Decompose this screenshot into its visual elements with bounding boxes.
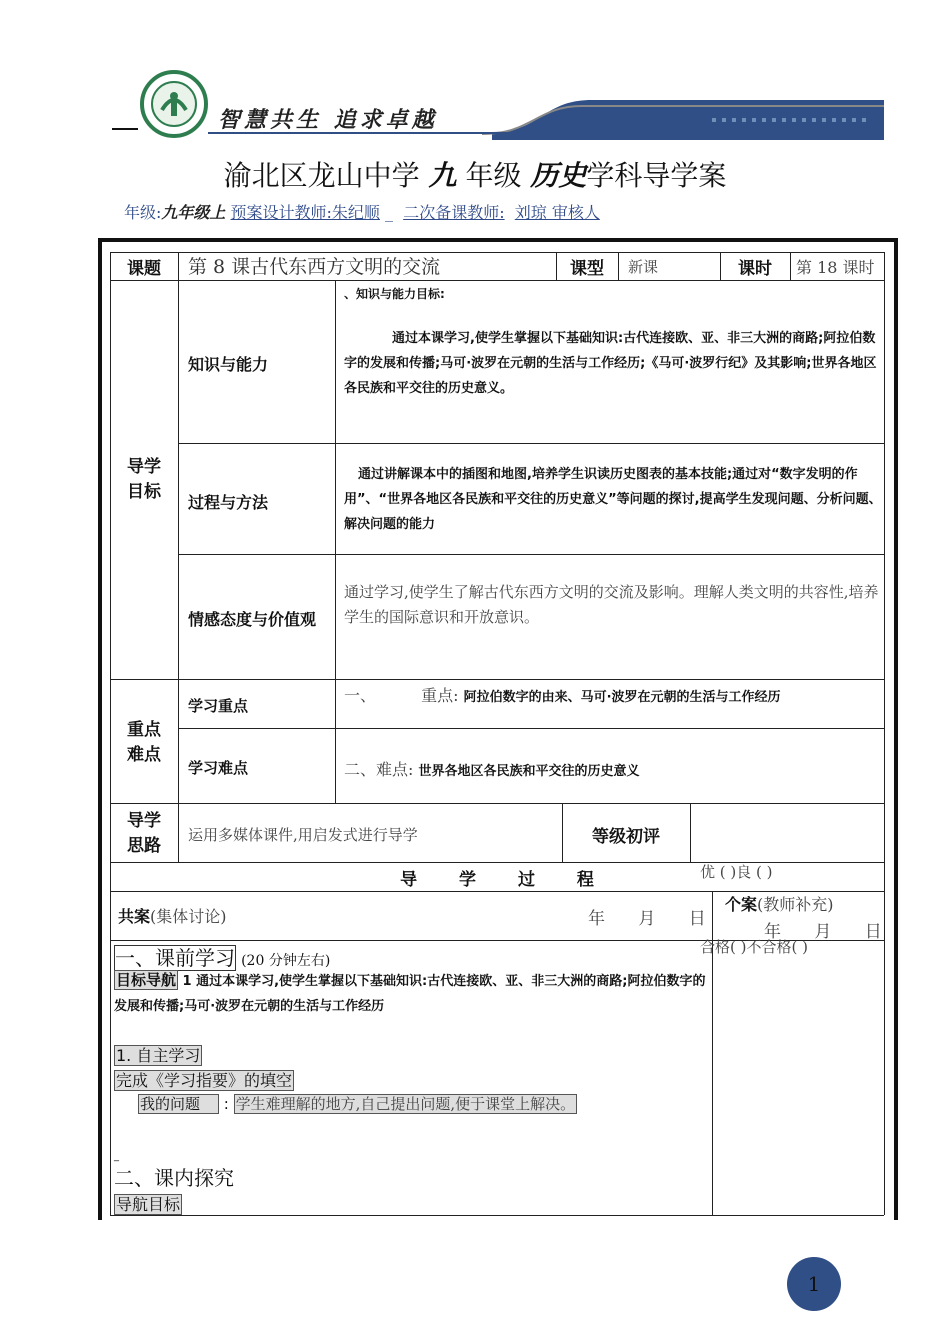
grade-line-2[interactable]: 合格( )不合格( ) [700, 938, 808, 956]
grade-line-1[interactable]: 优 ( )良 ( ) [700, 863, 773, 881]
emotion-label: 情感态度与价值观 [188, 610, 317, 629]
knowledge-head: 、知识与能力目标: [344, 287, 445, 301]
diff-content: 二、难点: 世界各地区各民族和平交往的历史意义 [344, 760, 640, 779]
meta-line: 年级:九年级上 预案设计教师:朱纪顺 _ 二次备课教师: 刘琼 审核人 [124, 203, 600, 222]
hours-label: 课时 [738, 259, 772, 279]
individual-date: 年 月 日 [764, 922, 882, 942]
nav-target-block: 目标导航 1 通过本课学习,使学生掌握以下基础知识:古代连接欧、亚、非三大洲的商路;阿拉伯数字的发展和传播;马可·波罗在元朝的生活与工作经历 [114, 971, 706, 1014]
type-label: 课型 [570, 259, 604, 279]
emotion-text: 通过学习,使学生了解古代东西方文明的交流及影响。理解人类文明的共容性,培养学生的国际意识和开放意识。 [344, 583, 879, 626]
shared-label: 共案(集体讨论) [118, 907, 227, 926]
nav-goal: 导航目标 [116, 1195, 181, 1214]
title-grade: 九 [428, 159, 457, 192]
individual-label: 个案(教师补充) [725, 895, 834, 914]
my-question-text[interactable]: 学生难理解的地方,自己提出问题,便于课堂上解决。 [235, 1095, 576, 1113]
process-text: 通过讲解课本中的插图和地图,培养学生识读历史图表的基本技能;通过对“数字发明的作用”、“世界各地区各民族和平交往的历史意义”等问题的探讨,提高学生发现问题、分析问题、解决问题的能力 [344, 467, 882, 532]
process-header: 导 学 过 程 [400, 870, 594, 890]
key-label: 学习重点 [188, 697, 249, 715]
shared-date: 年 月 日 [588, 909, 706, 929]
idea-text: 运用多媒体课件,用启发式进行导学 [188, 826, 418, 844]
in-class-heading: _ 二、课内探究 [114, 1151, 234, 1190]
key-content: 一、 重点: 阿拉伯数字的由来、马可·波罗在元朝的生活与工作经历 [344, 686, 781, 705]
process-label: 过程与方法 [188, 493, 269, 512]
my-question-tag: 我的问题 [138, 1094, 219, 1114]
type-value: 新课 [628, 258, 659, 276]
hours-value: 第 18 课时 [796, 258, 875, 277]
my-question-row: 我的问题 : 学生难理解的地方,自己提出问题,便于课堂上解决。 [140, 1095, 576, 1113]
grade-label: 等级初评 [592, 827, 660, 847]
title-subject: 历史 [530, 159, 587, 192]
keydiff-label: 重点 难点 [127, 720, 161, 765]
topic-value: 第 8 课古代东西方文明的交流 [188, 256, 441, 278]
motto: 智慧共生 追求卓越 [218, 107, 438, 133]
guide-fill: 完成《学习指要》的填空 [116, 1071, 293, 1090]
knowledge-text: 通过本课学习,使学生掌握以下基础知识:古代连接欧、亚、非三大洲的商路;阿拉伯数字的发展和传播;马可·波罗在元朝的生活与工作经历;《马可·波罗行纪》及其影响;世界各地区各民族和平交往的历史意义。 [344, 331, 877, 396]
school-logo [140, 70, 208, 138]
goals-label: 导学 目标 [127, 457, 161, 502]
idea-label: 导学 思路 [127, 811, 161, 856]
pre-study-heading: 一、课前学习 (20 分钟左右) [115, 946, 331, 970]
page-number: 1 [787, 1257, 841, 1311]
topic-label: 课题 [127, 259, 161, 279]
page-title: 渝北区龙山中学 九 年级 历史学科导学案 [223, 159, 727, 192]
knowledge-label: 知识与能力 [188, 355, 269, 374]
nav-tag: 目标导航 [116, 971, 177, 989]
diff-label: 学习难点 [188, 759, 249, 777]
self-study: 1. 自主学习 [116, 1046, 201, 1065]
